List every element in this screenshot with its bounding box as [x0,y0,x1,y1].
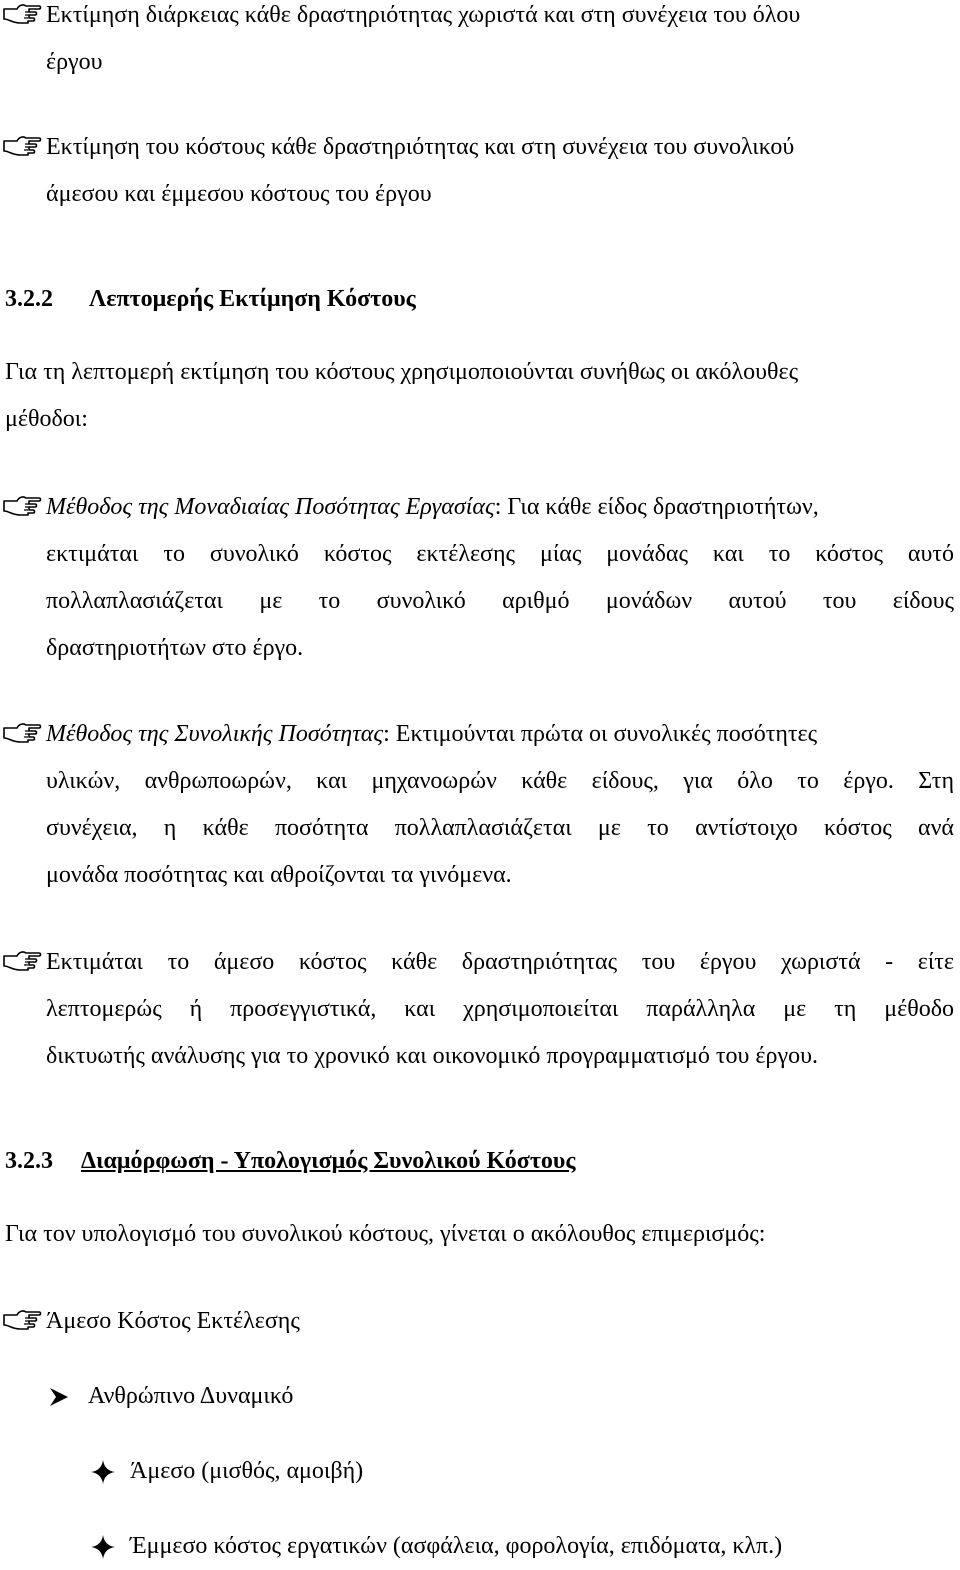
method-unit-quantity [0,484,960,672]
breakdown-level3-item [0,1448,960,1495]
bullet-cost-estimate [0,124,960,218]
bullet-line: Εκτιμάται το άμεσο κόστος κάθε δραστηριότητας του έργου χωριστά - είτε [46,949,954,975]
section-heading-322 [0,276,960,323]
bullet-line: δικτυωτής ανάλυσης για το χρονικό και οικονομικό προγραμματισμό του έργου. [46,1043,818,1069]
bullet-direct-cost [0,939,960,1080]
pointing-hand-icon [2,720,42,744]
diamond-star-icon [90,1459,116,1485]
method-text: δραστηριοτήτων στο έργο. [46,635,304,661]
bullet-line: Εκτίμηση διάρκειας κάθε δραστηριότητας χωριστά και στη συνέχεια του όλου [46,2,801,28]
pointing-hand-icon [2,493,42,517]
intro-line: μέθοδοι: [5,406,88,432]
method-text: : Για κάθε είδος δραστηριοτήτων, [494,494,819,520]
pointing-hand-icon [2,133,42,157]
pointing-hand-icon [2,948,42,972]
breakdown-label: Άμεσο (μισθός, αμοιβή) [130,1458,364,1484]
method-text: : Εκτιμούνται πρώτα οι συνολικές ποσότητες [383,721,818,747]
breakdown-level1 [0,1298,960,1345]
method-text: πολλαπλασιάζεται με το συνολικό αριθμό μονάδων αυτού του είδους [46,588,954,614]
breakdown-label: Ανθρώπινο Δυναμικό [88,1383,294,1409]
breakdown-label: Άμεσο Κόστος Εκτέλεσης [46,1308,300,1334]
bullet-line: έργου [46,49,103,75]
bullet-line: Εκτίμηση του κόστους κάθε δραστηριότητας και στη συνέχεια του συνολικού [46,134,795,160]
method-name: Μέθοδος της Μοναδιαίας Ποσότητας Εργασίας [46,494,495,520]
pointing-hand-icon [2,1,42,25]
bullet-line: λεπτομερώς ή προσεγγιστικά, και χρησιμοποιείται παράλληλα με τη μέθοδο [46,996,954,1022]
section-intro: Για τον υπολογισμό του συνολικού κόστους, γίνεται ο ακόλουθος επιμερισμός: [5,1221,766,1247]
section-number: 3.2.2 [5,286,53,312]
method-text: υλικών, ανθρωποωρών, και μηχανοωρών κάθε είδους, για όλο το έργο. Στη [46,768,954,794]
intro-line: Για τη λεπτομερή εκτίμηση του κόστους χρησιμοποιούνται συνήθως οι ακόλουθες [5,359,799,385]
method-text: συνέχεια, η κάθε ποσότητα πολλαπλασιάζεται με το αντίστοιχο κόστος ανά [46,815,954,841]
bullet-duration-estimate [0,0,960,86]
arrowhead-icon [48,1386,70,1408]
section-heading-323 [0,1138,960,1185]
section-title: Διαμόρφωση - Υπολογισμός Συνολικού Κόστους [81,1148,576,1174]
method-total-quantity [0,711,960,899]
bullet-line: άμεσου και έμμεσου κόστους του έργου [46,181,432,207]
section-intro [0,349,960,443]
section-number: 3.2.3 [5,1148,53,1174]
method-text: μονάδα ποσότητας και αθροίζονται τα γινόμενα. [46,862,512,888]
breakdown-level2 [0,1373,960,1420]
diamond-star-icon [90,1534,116,1560]
pointing-hand-icon [2,1307,42,1331]
breakdown-label: Έμμεσο κόστος εργατικών (ασφάλεια, φορολογία, επιδόματα, κλπ.) [130,1533,783,1559]
section-title: Λεπτομερής Εκτίμηση Κόστους [89,286,416,312]
method-text: εκτιμάται το συνολικό κόστος εκτέλεσης μίας μονάδας και το κόστος αυτό [46,541,954,567]
method-name: Μέθοδος της Συνολικής Ποσότητας [46,721,384,747]
